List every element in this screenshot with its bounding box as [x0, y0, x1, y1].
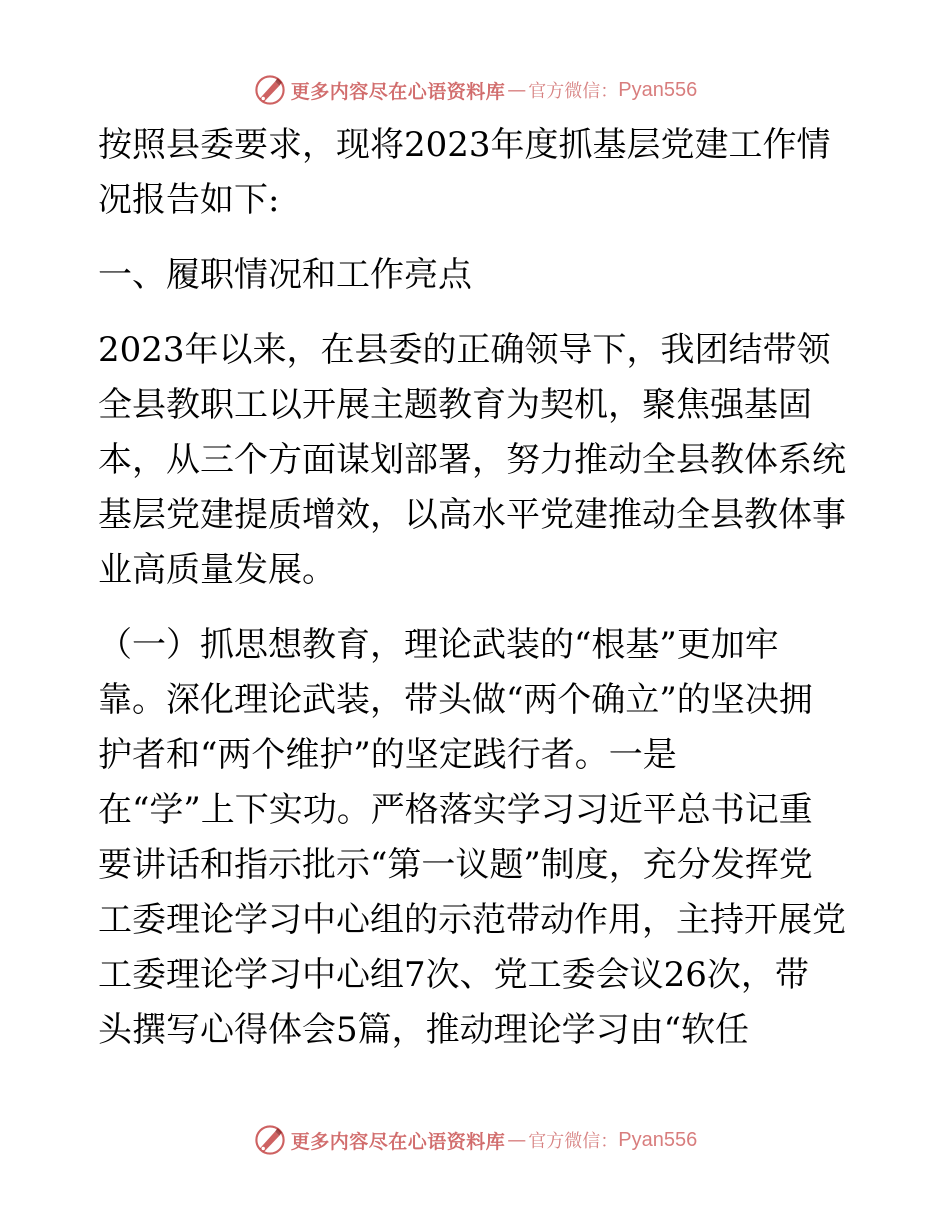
text-line: 工委理论学习中心组的示范带动作用，主持开展党 — [98, 900, 846, 940]
text-line: 2023年以来，在县委的正确领导下，我团结带领 — [98, 330, 831, 370]
text-line: 头撰写心得体会5篇，推动理论学习由“软任 — [98, 1010, 750, 1050]
watermark-footer — [0, 1120, 950, 1160]
text-line: 工委理论学习中心组7次、党工委会议26次，带 — [98, 955, 809, 995]
watermark-separator: — — [507, 1129, 527, 1151]
text-line: 本，从三个方面谋划部署，努力推动全县教体系统 — [98, 440, 846, 480]
text-line: 业高质量发展。 — [98, 550, 336, 590]
watermark-wechat-id: Pyan556 — [618, 1128, 698, 1151]
text-line: 要讲话和指示批示“第一议题”制度，充分发挥党 — [98, 845, 813, 885]
watermark-wechat-label: 官方微信： — [528, 81, 619, 102]
text-line: （一）抓思想教育，理论武装的“根基”更加牢 — [98, 625, 779, 665]
watermark-wechat-label: 官方微信： — [528, 1131, 619, 1152]
paragraph-ideology — [98, 618, 858, 1058]
watermark-site-text: 更多内容尽在心语资料库 — [290, 80, 506, 103]
text-line: 按照县委要求，现将2023年度抓基层党建工作情 — [98, 125, 831, 165]
text-line: 靠。深化理论武装，带头做“两个确立”的坚决拥 — [98, 680, 813, 720]
paragraph-overview — [98, 323, 858, 598]
text-line: 在“学”上下实功。严格落实学习习近平总书记重 — [98, 790, 813, 830]
heading-line: 一、履职情况和工作亮点 — [98, 255, 472, 295]
section-heading — [98, 248, 858, 303]
text-line: 况报告如下: — [98, 180, 280, 220]
watermark-header — [0, 70, 950, 110]
text-line: 基层党建提质增效，以高水平党建推动全县教体事 — [98, 495, 846, 535]
document-body — [98, 118, 858, 1058]
pen-logo-icon — [253, 73, 287, 107]
watermark-wechat-id: Pyan556 — [618, 78, 698, 101]
watermark-site-text: 更多内容尽在心语资料库 — [290, 1130, 506, 1153]
text-line: 全县教职工以开展主题教育为契机，聚焦强基固 — [98, 385, 812, 425]
intro-paragraph — [98, 118, 858, 228]
watermark-separator: — — [507, 79, 527, 101]
text-line: 护者和“两个维护”的坚定践行者。一是 — [98, 735, 677, 775]
pen-logo-icon — [253, 1123, 287, 1157]
